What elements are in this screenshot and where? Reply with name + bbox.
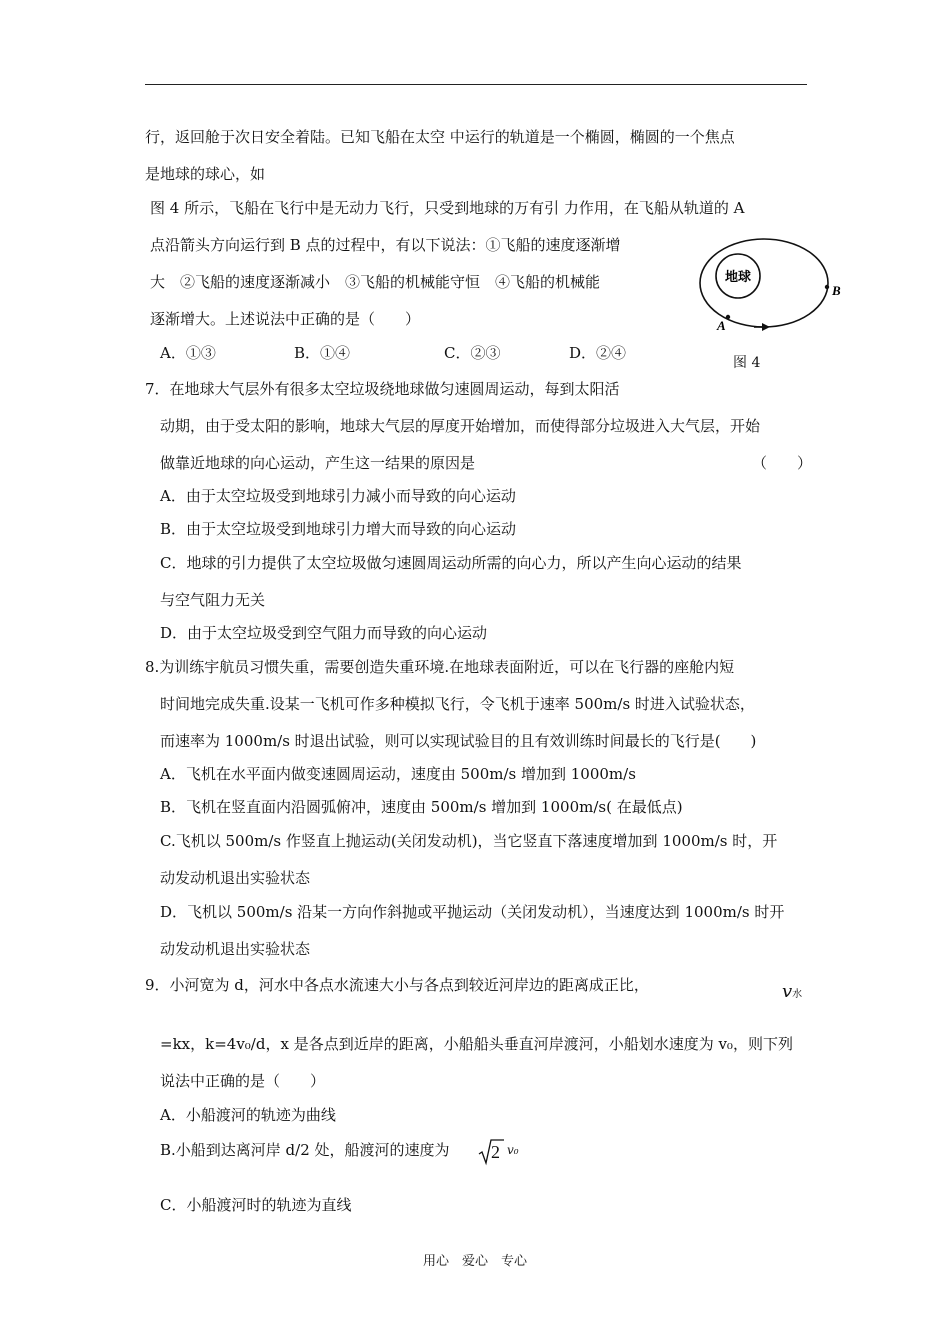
q7-bracket: （ ） — [752, 454, 813, 472]
q8-option-c-line-2: 动发动机退出实验状态 — [160, 869, 311, 887]
sqrt-radicand: 2 — [491, 1142, 500, 1162]
q6-option-a: A．①③ — [160, 344, 216, 362]
page-footer: 用心 爱心 专心 — [422, 1254, 527, 1269]
sqrt-two — [478, 1138, 504, 1170]
q9-option-c: C．小船渡河时的轨迹为直线 — [160, 1196, 352, 1214]
q6-option-b: B．①④ — [294, 344, 351, 362]
point-b-dot — [825, 285, 829, 289]
q6-option-d: D．②④ — [569, 344, 627, 362]
q6-option-c: C．②③ — [444, 344, 501, 362]
intro-line-1: 行，返回舱于次日安全着陆。已知飞船在太空 中运行的轨道是一个椭圆，椭圆的一个焦点 — [145, 128, 735, 146]
q8-option-c-line-1: C.飞机以 500m/s 作竖直上抛运动(关闭发动机)，当它竖直下落速度增加到 1000m/s 时，开 — [160, 832, 778, 850]
point-a-label: A — [717, 318, 726, 333]
q6-line-3: 大 ②飞船的速度逐渐减小 ③飞船的机械能守恒 ④飞船的机械能 — [150, 273, 601, 291]
q9-v-symbol — [782, 982, 802, 1005]
q9-line-3: 说法中正确的是（ ） — [160, 1072, 326, 1090]
intro-line-2: 是地球的球心，如 — [145, 165, 266, 183]
q9-option-b-tail: v₀ — [507, 1143, 519, 1157]
figure-caption: 图 4 — [733, 355, 761, 371]
q7-option-c-line-1: C．地球的引力提供了太空垃圾做匀速圆周运动所需的向心力，所以产生向心运动的结果 — [160, 554, 742, 572]
header-rule — [145, 84, 807, 85]
q6-line-1: 图 4 所示，飞船在飞行中是无动力飞行，只受到地球的万有引 力作用，在飞船从轨道的 A — [150, 199, 745, 217]
q9-v-subscript: 水 — [792, 989, 803, 1000]
q9-line-1: 9．小河宽为 d，河水中各点水流速大小与各点到较近河岸边的距离成正比， — [145, 976, 649, 994]
q6-line-2: 点沿箭头方向运行到 B 点的过程中，有以下说法：①飞船的速度逐渐增 — [150, 236, 621, 254]
q8-option-d-line-1: D．飞机以 500m/s 沿某一方向作斜抛或平抛运动（关闭发动机），当速度达到 1000m/s 时开 — [160, 903, 785, 921]
point-a-dot — [726, 315, 730, 319]
q9-v-letter: v — [782, 981, 793, 1002]
q8-option-a: A．飞机在水平面内做变速圆周运动，速度由 500m/s 增加到 1000m/s — [160, 765, 636, 783]
orbit-figure — [688, 220, 858, 380]
q7-line-3: 做靠近地球的向心运动，产生这一结果的原因是 — [160, 454, 476, 472]
q8-option-d-line-2: 动发动机退出实验状态 — [160, 940, 311, 958]
q7-option-c-line-2: 与空气阻力无关 — [160, 591, 266, 609]
q8-line-2: 时间地完成失重.设某一飞机可作多种模拟飞行，令飞机于速率 500m/s 时进入试验状态， — [160, 695, 755, 713]
q8-option-b: B．飞机在竖直面内沿圆弧俯冲，速度由 500m/s 增加到 1000m/s( 在最低点) — [160, 798, 683, 816]
orbit-ellipse — [700, 239, 828, 327]
orbit-diagram — [688, 220, 858, 350]
q7-option-a: A．由于太空垃圾受到地球引力减小而导致的向心运动 — [160, 487, 516, 505]
q6-line-4: 逐渐增大。上述说法中正确的是（ ） — [150, 310, 421, 328]
q7-line-1: 7．在地球大气层外有很多太空垃圾绕地球做匀速圆周运动，每到太阳活 — [145, 380, 620, 398]
orbit-arrow-head — [762, 323, 770, 331]
q7-option-b: B．由于太空垃圾受到地球引力增大而导致的向心运动 — [160, 520, 517, 538]
q7-option-d: D．由于太空垃圾受到空气阻力而导致的向心运动 — [160, 624, 488, 642]
point-b-label: B — [832, 283, 841, 298]
q9-line-2: =kx，k=4v₀/d，x 是各点到近岸的距离，小船船头垂直河岸渡河，小船划水速度为 v₀，则下列 — [160, 1035, 793, 1053]
earth-label: 地球 — [724, 270, 752, 285]
q7-line-2: 动期，由于受太阳的影响，地球大气层的厚度开始增加，而使得部分垃圾进入大气层，开始 — [160, 417, 761, 435]
q8-line-1: 8.为训练宇航员习惯失重，需要创造失重环境.在地球表面附近，可以在飞行器的座舱内短 — [145, 658, 735, 676]
q9-option-b: B.小船到达离河岸 d/2 处，船渡河的速度为 — [160, 1141, 450, 1159]
q8-line-3: 而速率为 1000m/s 时退出试验，则可以实现试验目的且有效训练时间最长的飞行是( ) — [160, 732, 757, 750]
q9-option-a: A．小船渡河的轨迹为曲线 — [160, 1106, 336, 1124]
